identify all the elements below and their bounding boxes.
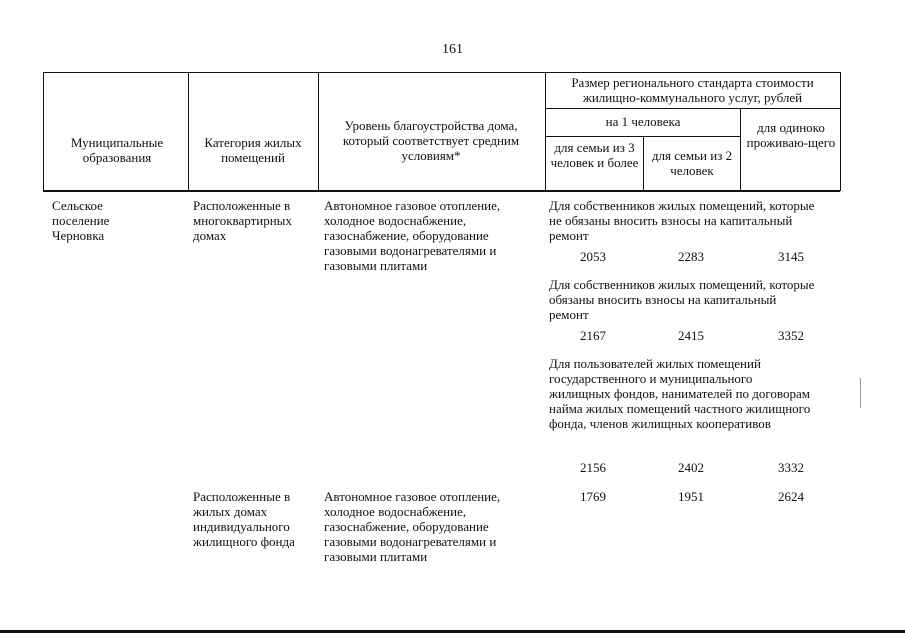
scan-mark [860, 378, 861, 408]
header-per-person: на 1 человека [605, 114, 681, 129]
scan-border [0, 630, 905, 633]
group1-value-single: 3145 [778, 249, 804, 264]
row2-category: Расположенные в жилых домах индивидуального жилищного фонда [193, 489, 295, 549]
header-family2: для семьи из 2 человек [651, 148, 733, 178]
group2-label: Для собственников жилых помещений, которые обязаны вносить взносы на капитальный ремонт [549, 277, 815, 322]
group3-value-family3: 2156 [580, 460, 606, 475]
group3-value-family2: 2402 [678, 460, 704, 475]
group3-value-single: 3332 [778, 460, 804, 475]
page-number: 161 [442, 42, 463, 57]
group1-value-family3: 2053 [580, 249, 606, 264]
header-family3: для семьи из 3 человек и более [550, 140, 639, 170]
header-standard: Размер регионального стандарта стоимости жилищно-коммунального услуг, рублей [571, 75, 814, 105]
row2-value-family2: 1951 [678, 489, 704, 504]
header-single: для одиноко проживаю-щего [746, 120, 836, 150]
row2-level: Автономное газовое отопление, холодное водоснабжение, газоснабжение, оборудование газовыми водонагревателями и газовыми плитами [324, 489, 501, 564]
row1-level: Автономное газовое отопление, холодное водоснабжение, газоснабжение, оборудование газовыми водонагревателями и газовыми плитами [324, 198, 501, 273]
row2-value-family3: 1769 [580, 489, 606, 504]
row1-municipality: Сельское поселение Черновка [52, 198, 110, 243]
group1-label: Для собственников жилых помещений, которые не обязаны вносить взносы на капитальный ремонт [549, 198, 815, 243]
row1-category: Расположенные в многоквартирных домах [193, 198, 292, 243]
header-category: Категория жилых помещений [204, 135, 302, 165]
header-municipality: Муниципальные образования [70, 135, 164, 165]
row2-value-single: 2624 [778, 489, 804, 504]
group2-value-family3: 2167 [580, 328, 606, 343]
group2-value-family2: 2415 [678, 328, 704, 343]
group1-value-family2: 2283 [678, 249, 704, 264]
header-level: Уровень благоустройства дома, который соответствует средним условиям* [342, 118, 520, 163]
group3-label: Для пользователей жилых помещений государственного и муниципального жилищных фондов, нанимателей по договорам найма жилых помещений частного жилищного фонда, членов жилищных кооперативов [549, 356, 811, 431]
group2-value-single: 3352 [778, 328, 804, 343]
